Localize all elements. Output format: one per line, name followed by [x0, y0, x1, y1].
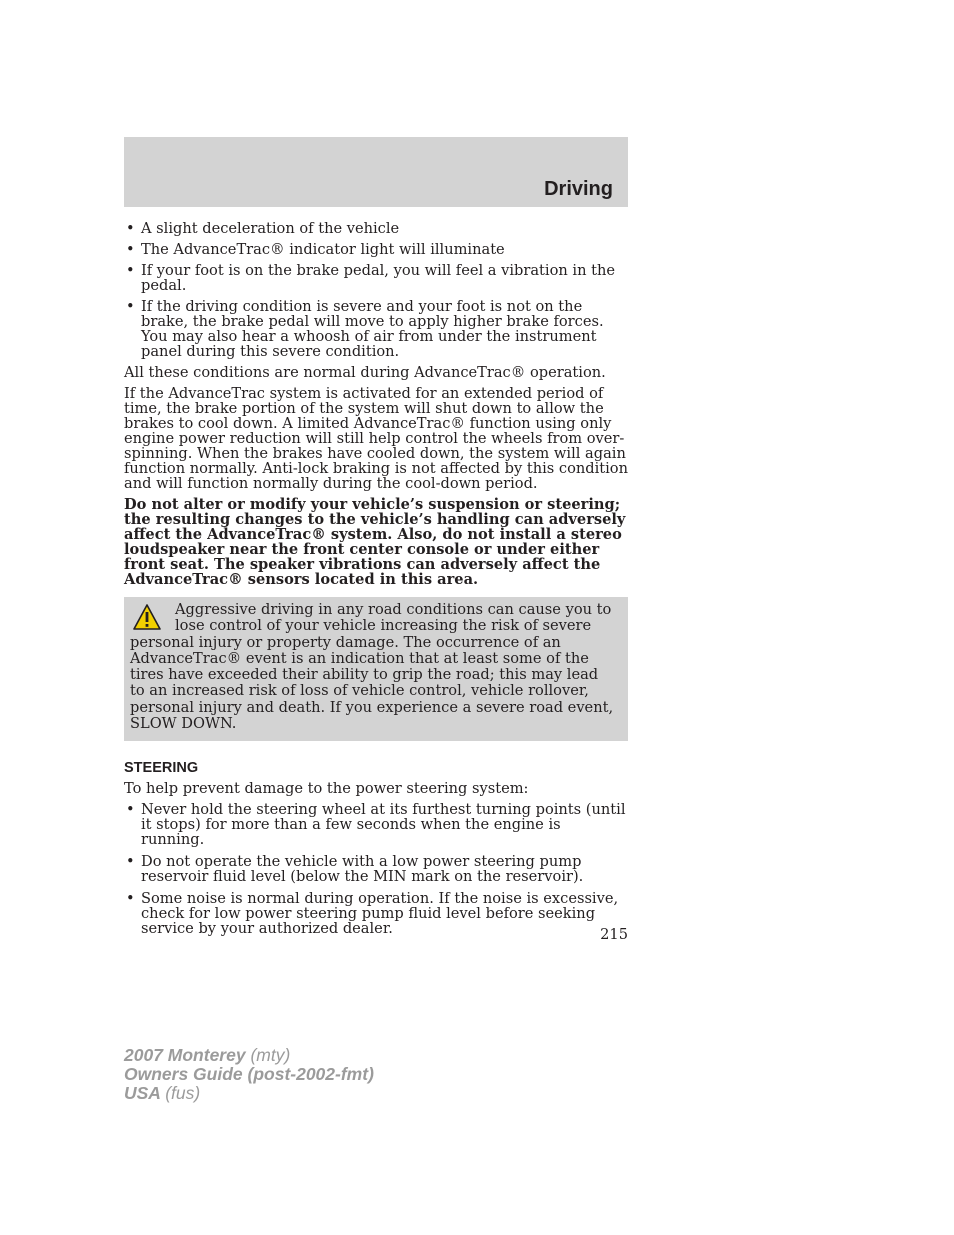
condition-bullet-list [124, 221, 628, 359]
warning-text: Aggressive driving in any road conditions can cause you to lose control of your vehicle increasing the risk of severe personal injury or property damage. The occurrence of an AdvanceTrac® event is an indication that at least some of the tires have exceeded their ability to grip the road; this may lead to an increased risk of loss of vehicle control, vehicle rollover, personal injury and death. If you experience a severe road event, SLOW DOWN. [130, 601, 614, 733]
document-footer [124, 1046, 374, 1103]
list-item: • Do not operate the vehicle with a low power steering pump reservoir fluid level (below the MIN mark on the reservoir). [124, 854, 628, 884]
warning-triangle-icon [132, 603, 162, 631]
footer-model: 2007 Monterey [124, 1045, 246, 1065]
list-item: • The AdvanceTrac® indicator light will illuminate [124, 242, 628, 257]
bold-notice: Do not alter or modify your vehicle’s suspension or steering; the resulting changes to the vehicle’s handling can adversely affect the AdvanceTrac® system. Also, do not install a stereo loudspeaker near the front center console or under either front seat. The speaker vibrations can adversely affect the AdvanceTrac® sensors located in this area. [124, 496, 626, 588]
footer-guide: Owners Guide (post-2002-fmt) [124, 1064, 374, 1084]
footer-model-code: (mty) [250, 1045, 291, 1065]
body-paragraph: If the AdvanceTrac system is activated for an extended period of time, the brake portion of the system will shut down to allow the brakes to cool down. A limited AdvanceTrac® function using only engine power reduction will still help control the wheels from over-spinning. When the brakes have cooled down, the system will again function normally. Anti-lock braking is not affected by this condition and will function normally during the cool-down period. [124, 385, 628, 492]
footer-region-code: (fus) [165, 1083, 201, 1103]
page-content [124, 221, 628, 943]
list-item: • If the driving condition is severe and your foot is not on the brake, the brake pedal will move to apply higher brake forces. You may also hear a whoosh of air from under the instrument panel during this severe condition. [124, 299, 628, 359]
section-header-band [124, 137, 628, 207]
steering-intro: To help prevent damage to the power steering system: [124, 780, 529, 798]
footer-line-model [124, 1046, 374, 1065]
footer-region: USA [124, 1083, 161, 1103]
footer-line-region [124, 1084, 374, 1103]
list-item: • If your foot is on the brake pedal, you will feel a vibration in the pedal. [124, 263, 628, 293]
steering-bullet-list [124, 802, 628, 936]
list-item: • Some noise is normal during operation. If the noise is excessive, check for low power steering pump fluid level before seeking service by your authorized dealer. [124, 891, 628, 936]
body-paragraph: All these conditions are normal during AdvanceTrac® operation. [124, 364, 606, 381]
section-title-driving: Driving [544, 178, 613, 200]
footer-line-guide [124, 1065, 374, 1084]
steering-heading: STEERING [124, 760, 199, 777]
page-number: 215 [600, 926, 628, 943]
warning-box [124, 597, 628, 741]
list-item: • A slight deceleration of the vehicle [124, 221, 628, 236]
list-item: • Never hold the steering wheel at its furthest turning points (until it stops) for more than a few seconds when the engine is running. [124, 802, 628, 847]
